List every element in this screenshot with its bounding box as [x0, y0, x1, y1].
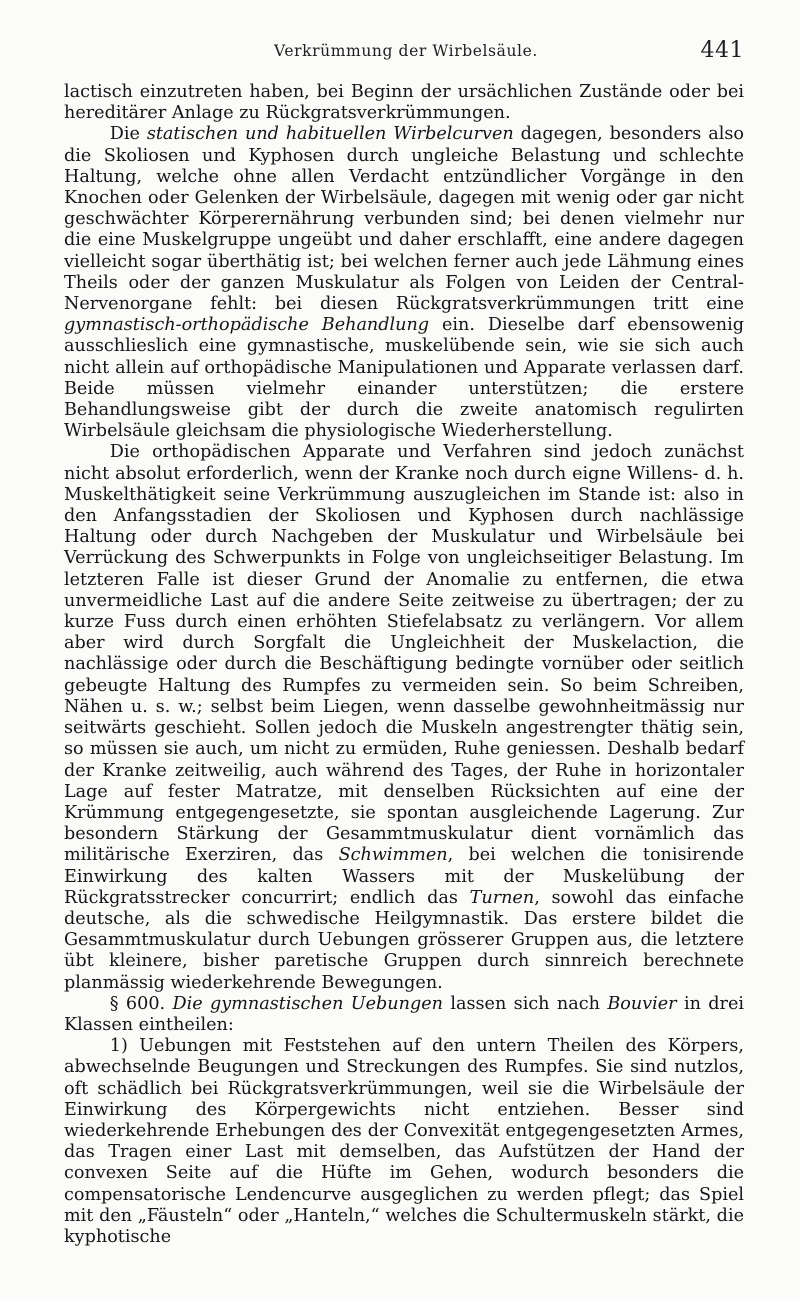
paragraph-continuation [64, 82, 744, 124]
text-run: , bei welchen die tonisirende Einwirkung des kalten Wassers mit der Muskelübung der Rückgratsstrecker concurrirt; endlich das [64, 845, 744, 908]
text-run: dagegen, besonders also die Skoliosen und Kyphosen durch ungleiche Belastung und schlechte Haltung, welche ohne allen Verdacht entzündlicher Vorgänge in den Knochen oder Gelenken der Wirbelsäule, dagegen mit wenig oder gar nicht geschwächter Körperernährung verbunden sind; bei denen vielmehr nur die eine Muskelgruppe ungeübt und daher erschlafft, eine andere dagegen vielleicht sogar überthätig ist; bei welchen ferner auch jede Lähmung eines Theils oder der ganzen Muskulatur als Folgen von Leiden der Central-Nervenorgane fehlt: bei diesen Rückgratsverkrümmungen tritt eine [64, 124, 744, 315]
emphasized-text: Die gymnastischen Uebungen [172, 993, 443, 1014]
emphasized-text: Turnen [469, 887, 535, 908]
paragraph-section-600 [64, 994, 744, 1036]
text-run: Die [109, 124, 147, 145]
page-header [64, 38, 744, 68]
text-run: lactisch einzutreten haben, bei Beginn der ursächlichen Zustände oder bei hereditärer Anlage zu Rückgratsverkrümmungen. [64, 82, 744, 124]
text-run: in drei Klassen eintheilen: [64, 993, 745, 1035]
emphasized-text: Schwimmen [338, 845, 448, 866]
text-run: § 600. [109, 993, 173, 1014]
emphasized-text: statischen und habituellen Wirbelcurven [146, 124, 514, 145]
text-run: Die orthopädischen Apparate und Verfahren sind jedoch zunächst nicht absolut erforderlich, wenn der Kranke noch durch eigne Willens- d. h. Muskelthätigkeit seine Verkrümmung auszugleichen im Stande ist: also in den Anfangsstadien der Skoliosen und Kyphosen durch nachlässige Haltung oder durch Nachgeben der Muskulatur und Wirbelsäule bei Verrückung des Schwerpunkts in Folge von ungleichseitiger Belastung. Im letzteren Falle ist dieser Grund der Anomalie zu entfernen, die etwa unvermeidliche Last auf die andere Seite zeitweise zu übertragen; der zu kurze Fuss durch einen erhöhten Stiefelabsatz zu verlängern. Vor allem aber wird durch Sorgfalt die Ungleichheit der Muskelaction, die nachlässige oder durch die Beschäftigung bedingte vornüber oder seitlich gebeugte Haltung des Rumpfes zu vermeiden sein. So beim Schreiben, Nähen u. s. w.; selbst beim Liegen, wenn dasselbe gewohnheitmässig nur seitwärts geschieht. Sollen jedoch die Muskeln angestrengter thätig sein, so müssen sie auch, um nicht zu ermüden, Ruhe geniessen. Deshalb bedarf der Kranke zeitweilig, auch während des Tages, der Ruhe in horizontaler Lage auf fester Matratze, mit denselben Rücksichten auf eine der Krümmung entgegengesetzte, sie spontan ausgleichende Lagerung. Zur besondern Stärkung der Gesammtmuskulatur dient vornämlich das militärische Exerziren, das [64, 442, 744, 866]
page-number: 441 [700, 38, 744, 63]
paragraph-orthopedic-apparatus [64, 442, 744, 993]
text-run: 1) Uebungen mit Feststehen auf den untern Theilen des Körpers, abwechselnde Beugungen und Streckungen des Rumpfes. Sie sind nutzlos, oft schädlich bei Rückgratsverkrümmungen, weil sie die Wirbelsäule der Einwirkung des Körpergewichts nicht entziehen. Besser sind wiederkehrende Erhebungen des der Convexität entgegengesetzten Armes, das Tragen einer Last mit demselben, das Aufstützen der Hand der convexen Seite auf die Hüfte im Gehen, wodurch besonders die compensatorische Lendencurve ausgeglichen zu werden pflegt; das Spiel mit den „Fäusteln“ oder „Hanteln,“ welches die Schultermuskeln stärkt, die kyphotische [64, 1036, 744, 1247]
paragraph-static-curves [64, 124, 744, 442]
text-run: lassen sich nach [442, 993, 608, 1014]
emphasized-text: gymnastisch-orthopädische Behandlung [64, 315, 430, 336]
body-text [64, 82, 744, 1248]
paragraph-exercise-class-1 [64, 1036, 744, 1248]
emphasized-text: Bouvier [607, 993, 677, 1014]
text-run: , sowohl das einfache deutsche, als die schwedische Heilgymnastik. Das erstere bildet die Gesammtmuskulatur durch Uebungen grösserer Gruppen aus, die letztere übt kleinere, bisher paretische Gruppen durch sinnreich berechnete planmässig wiederkehrende Bewegungen. [64, 887, 744, 993]
text-run: ein. Dieselbe darf ebensowenig ausschlieslich eine gymnastische, muskelübende sein, wie sie sich auch nicht allein auf orthopädische Manipulationen und Apparate verlassen darf. Beide müssen vielmehr einander unterstützen; die erstere Behandlungsweise gibt der durch die zweite anatomisch regulirten Wirbelsäule gleichsam die physiologische Wiederherstellung. [64, 315, 744, 442]
running-head: Verkrümmung der Wirbelsäule. [274, 42, 538, 60]
